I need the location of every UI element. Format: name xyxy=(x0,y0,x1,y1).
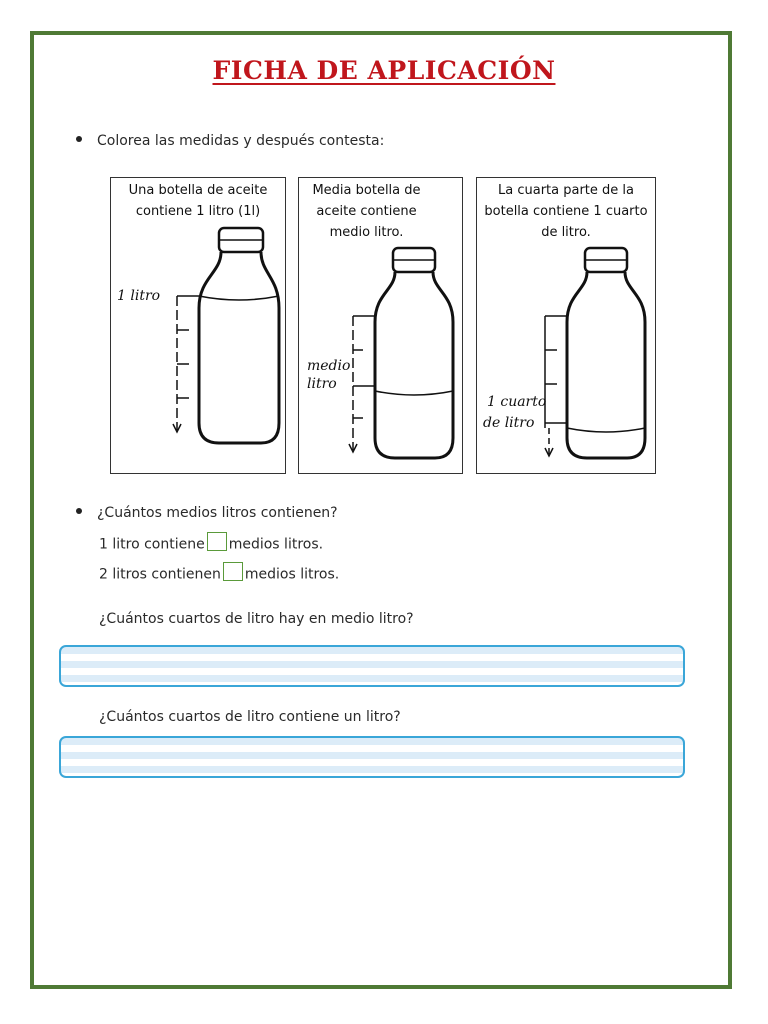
answer-field-2[interactable] xyxy=(59,736,685,778)
page-title: FICHA DE APLICACIÓN xyxy=(212,56,556,85)
panel-caption: Una botella de aceite contiene 1 litro (1l) xyxy=(128,183,268,219)
answer-field-1[interactable] xyxy=(59,645,685,687)
question-half-liters: ¿Cuántos medios litros contienen? xyxy=(97,505,338,521)
instruction-text: Colorea las medidas y después contesta: xyxy=(97,133,385,149)
panel-quarter-liter xyxy=(476,177,656,474)
answer-box-2[interactable] xyxy=(223,562,243,581)
question-item xyxy=(76,505,338,521)
question-quarters-in-half: ¿Cuántos cuartos de litro hay en medio litro? xyxy=(99,611,414,627)
bullet-icon xyxy=(76,136,82,142)
line2-suffix: medios litros. xyxy=(244,566,340,583)
label-de-litro: de litro xyxy=(483,415,535,431)
panel-half-liter xyxy=(298,177,463,474)
line2-prefix: 2 litros contienen xyxy=(99,566,221,583)
line1-prefix: 1 litro contiene xyxy=(99,536,205,553)
bullet-icon xyxy=(76,508,82,514)
label-medio: medio xyxy=(307,358,351,374)
line1-suffix: medios litros. xyxy=(228,536,324,553)
panel-one-liter xyxy=(110,177,286,474)
answer-line-1 xyxy=(99,535,323,554)
label-litro: litro xyxy=(307,376,337,392)
panel-caption: Media botella de aceite contiene medio litro. xyxy=(312,183,421,240)
panel-caption: La cuarta parte de la botella contiene 1 cuarto de litro. xyxy=(484,183,648,240)
label-1-cuarto: 1 cuarto xyxy=(487,394,547,410)
answer-line-2 xyxy=(99,565,339,584)
bottle-full-illustration xyxy=(111,178,287,475)
question-quarters-in-liter: ¿Cuántos cuartos de litro contiene un litro? xyxy=(99,709,401,725)
answer-box-1[interactable] xyxy=(207,532,227,551)
instruction-item xyxy=(76,133,384,149)
label-1-litro: 1 litro xyxy=(117,288,161,304)
